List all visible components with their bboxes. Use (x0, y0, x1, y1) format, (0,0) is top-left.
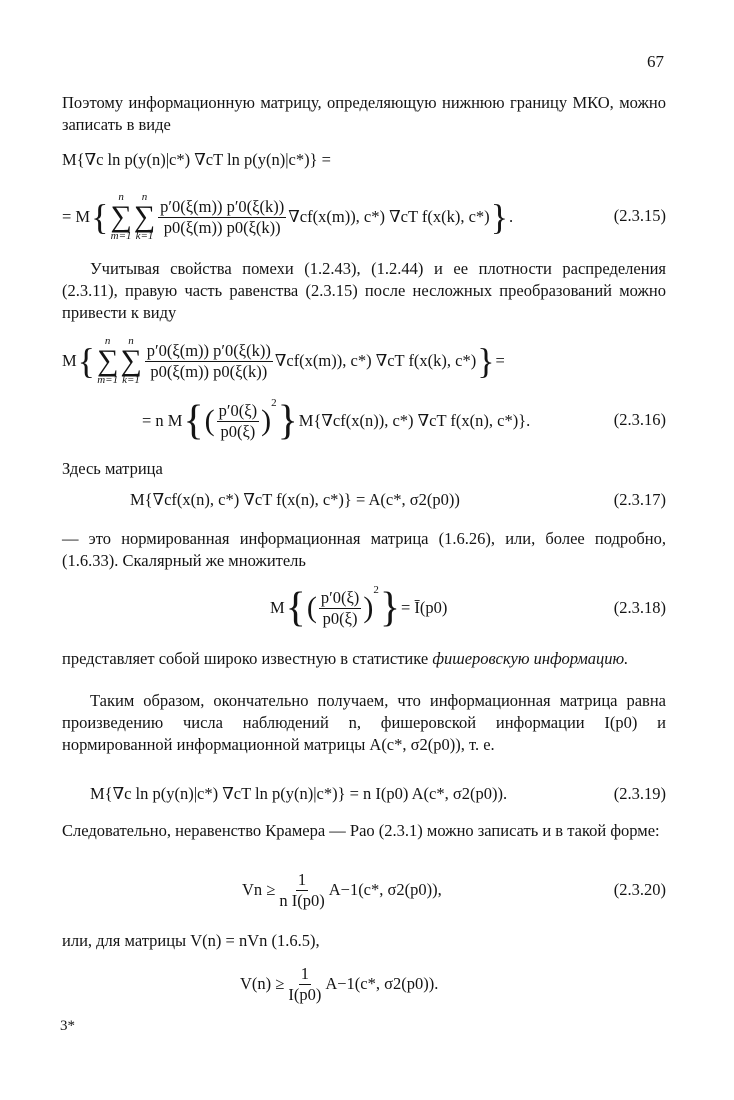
fraction (319, 589, 361, 628)
formula-text: V(n) ≥ (240, 974, 285, 993)
fraction-numerator: p′0(ξ) (218, 400, 258, 420)
fraction (158, 198, 286, 237)
formula-text: = (495, 351, 505, 370)
formula-text: A−1(c*, σ2(p0)), (328, 880, 442, 899)
formula-text: M (270, 598, 285, 617)
formula-2-3-19: M{∇c ln p(y(n)|c*) ∇cT ln p(y(n)|c*)} = n I(p0) A(c*, σ2(p0)). (90, 784, 508, 803)
sum-symbol: n ∑ m=1 (110, 191, 132, 242)
formula-2-3-16-line-1: M { n ∑ m=1 n ∑ k=1 $\frac{p'0(\xi(m)) p'0(\xi(k))}{p0(\xi(m)) p0(\xi(k))}$ ∇cf(x(m)), c*) ∇cT f(x(k), c*) } = (62, 335, 505, 386)
formula-2-3-18: M { ( $\frac{p'0(\xi)}{p0(\xi)}$ ) $^2$ } = Ī(p0) (270, 584, 448, 631)
fraction-numerator: 1 (297, 869, 307, 889)
equation-number: (2.3.17) (613, 490, 666, 509)
sum-lower-limit: m=1 (110, 230, 132, 242)
text-run-italic: фишеровскую информацию. (432, 649, 629, 668)
paragraph-fisher-info (62, 648, 666, 670)
page-number: 67 (647, 52, 664, 71)
formula-text: = n M (142, 411, 183, 430)
formula-2-3-15-line-2: = M { n ∑ m=1 n ∑ k=1 $\frac{p'0(\xi(m)) p'0(\xi(k))}{p0(\xi(m)) p0(\xi(k))}$ ∇cf(x(m)), c*) ∇cT f(x(k), c*) } . (62, 191, 514, 242)
paragraph-noise-properties: Учитывая свойства помехи (1.2.43), (1.2.44) и ее плотности распределения (2.3.11), правую часть равенства (2.3.15) после несложных преобразований можно привести к виду (62, 259, 666, 322)
brace-close: } (490, 197, 508, 237)
fraction-denominator: I(p0) (288, 984, 322, 1004)
paragraph-conclusion: Таким образом, окончательно получаем, что информационная матрица равна произведению числа наблюдений n, фишеровской информации I(p0) и нормированной информационной матрицы A(c*, σ2(p0)), т. е. (62, 691, 666, 754)
equation-number: (2.3.19) (613, 784, 666, 803)
sum-lower-limit: k=1 (135, 230, 154, 242)
fraction-denominator: p0(ξ(m)) p0(ξ(k)) (163, 217, 281, 237)
equation-number: (2.3.20) (613, 880, 666, 899)
sum-upper-limit: n (118, 191, 124, 203)
sum-symbol: n ∑ k=1 (120, 335, 142, 386)
sum-upper-limit: n (104, 335, 111, 347)
sum-symbol: n ∑ m=1 (96, 335, 119, 386)
brace-close: } (277, 398, 298, 444)
formula-text: ∇cf(x(m)), c*) ∇cT f(x(k), c*) (274, 351, 477, 370)
fraction-numerator: 1 (300, 963, 309, 983)
fraction-denominator: n I(p0) (279, 890, 325, 910)
formula-final (240, 960, 438, 1008)
fraction-numerator: p′0(ξ) (320, 587, 360, 607)
fraction (277, 871, 326, 910)
text-run: представляет собой широко известную в статистике (62, 649, 433, 668)
sum-symbol: n ∑ k=1 (133, 191, 156, 242)
formula-text: = Ī(p0) (400, 598, 448, 617)
formula-text: ∇cf(x(m)), c*) ∇cT f(x(k), c*) (288, 207, 490, 226)
equation-number: (2.3.15) (613, 206, 666, 225)
brace-close: } (477, 341, 495, 381)
brace-close: } (379, 585, 400, 631)
fraction-numerator: p′0(ξ(m)) p′0(ξ(k)) (146, 340, 271, 360)
brace-open: { (91, 197, 109, 237)
formula-text: = M (62, 207, 91, 226)
formula-text: Vn ≥ (242, 880, 276, 899)
formula-2-3-15-line-1: M{∇c ln p(y(n)|c*) ∇cT ln p(y(n)|c*)} = (62, 150, 331, 169)
paragraph-matrix-case: или, для матрицы V(n) = nVn (1.6.5), (62, 931, 320, 950)
formula-text: A−1(c*, σ2(p0)). (325, 974, 439, 993)
equation-number: (2.3.16) (613, 410, 666, 429)
fraction (286, 965, 323, 1004)
fraction-numerator: p′0(ξ(m)) p′0(ξ(k)) (160, 196, 285, 216)
formula-2-3-17: M{∇cf(x(n), c*) ∇cT f(x(n), c*)} = A(c*, σ2(p0)) (130, 490, 460, 509)
signature-mark: 3* (60, 1018, 75, 1034)
paragraph-cramer-rao: Следовательно, неравенство Крамера — Рао (2.3.1) можно записать и в такой форме: (62, 821, 660, 840)
formula-2-3-20 (242, 866, 442, 914)
formula-2-3-16-line-2: = n M { ( $\frac{p'0(\xi)}{p0(\xi)}$ ) $^2$ } M{∇cf(x(n)), c*) ∇cT f(x(n), c*)}. (142, 397, 531, 444)
sum-lower-limit: m=1 (97, 374, 119, 386)
fraction (217, 402, 259, 441)
fraction-denominator: p0(ξ(m)) p0(ξ(k)) (150, 361, 268, 381)
paragraph-intro: Поэтому информационную матрицу, определяющую нижнюю границу МКО, можно записать в виде (62, 93, 666, 134)
fraction-denominator: p0(ξ) (220, 421, 256, 441)
fraction (145, 342, 273, 381)
equation-number: (2.3.18) (613, 598, 666, 617)
brace-open: { (285, 585, 306, 631)
brace-open: { (77, 341, 95, 381)
paragraph-normalized-matrix: — это нормированная информационная матрица (1.6.26), или, более подробно, (1.6.33). Скалярный же множитель (62, 529, 666, 570)
sum-upper-limit: n (128, 335, 134, 347)
fraction-denominator: p0(ξ) (322, 608, 358, 628)
formula-text: M{∇cf(x(n)), c*) ∇cT f(x(n), c*)}. (298, 411, 531, 430)
brace-open: { (183, 398, 204, 444)
sum-lower-limit: k=1 (122, 374, 140, 386)
paragraph-here-matrix: Здесь матрица (62, 459, 163, 478)
sum-upper-limit: n (141, 191, 148, 203)
